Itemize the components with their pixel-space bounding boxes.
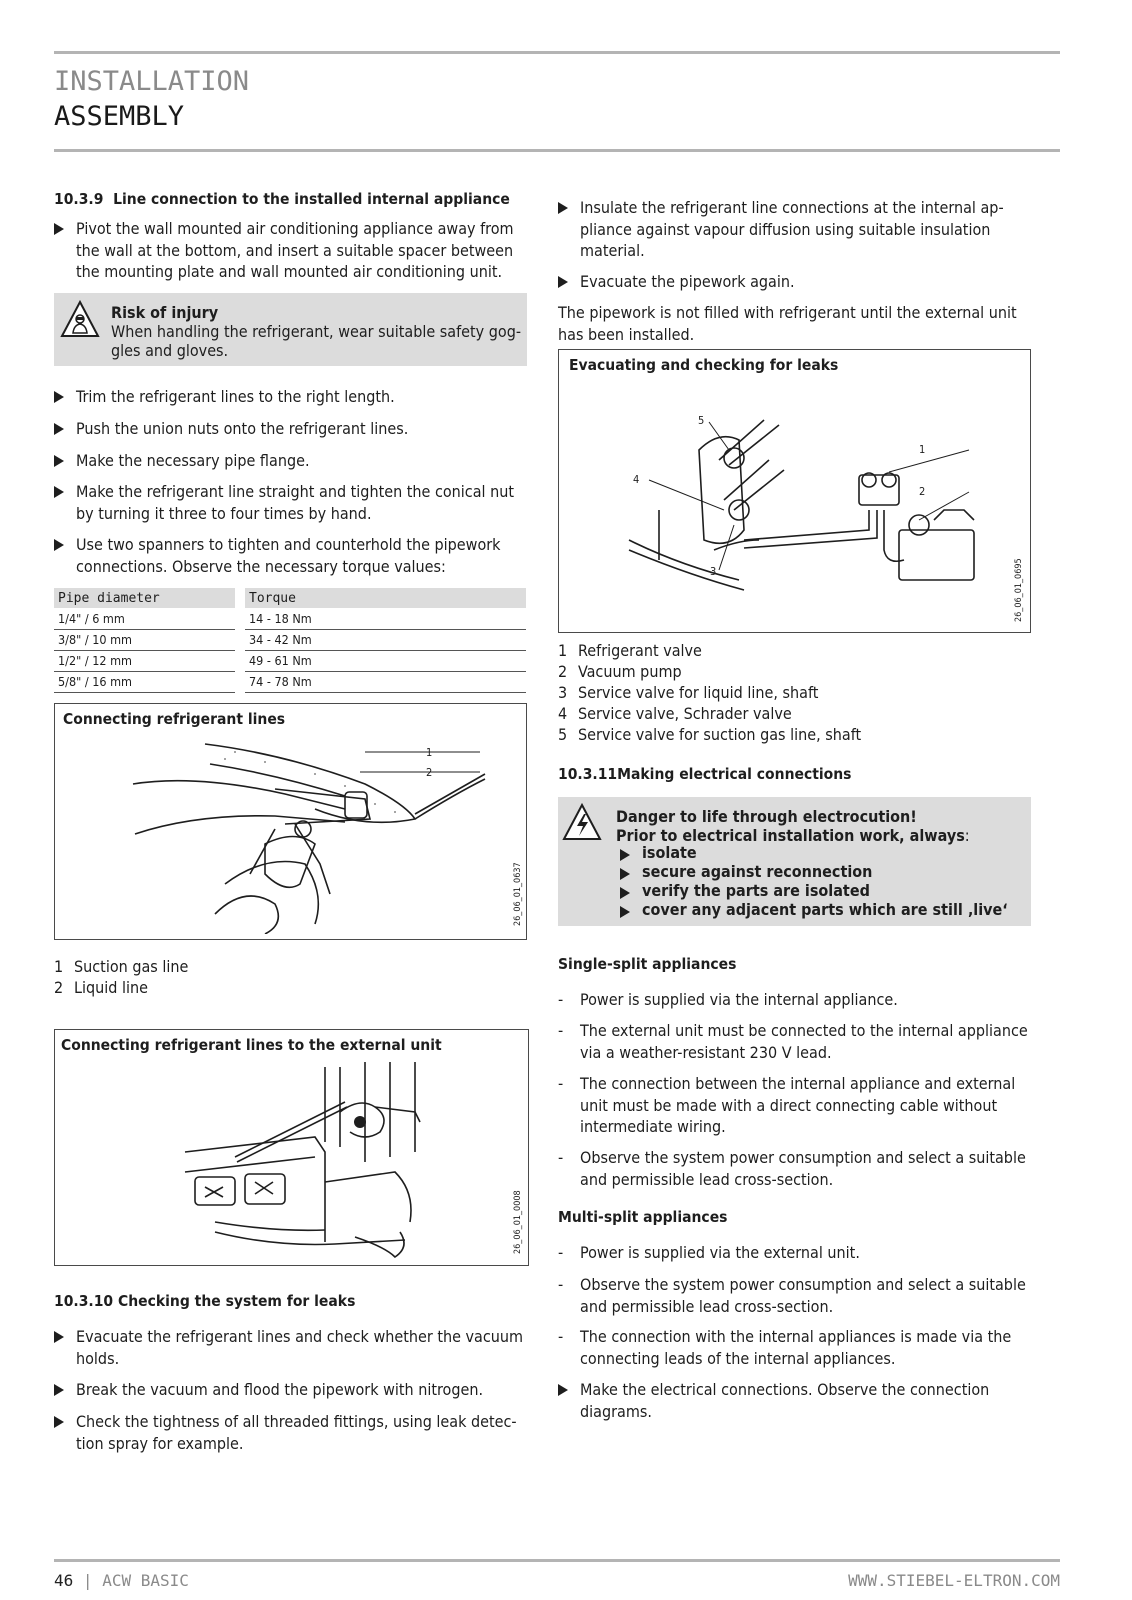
danger-lead: Prior to electrical installation work, always: [616,826,970,845]
danger-item: verify the parts are isolated [620,882,870,901]
high-voltage-icon [562,803,602,841]
figure-title: Evacuating and checking for leaks [569,356,839,374]
spanner-connection-illustration [115,734,505,934]
header-rule-top [54,51,1060,54]
step-flood-nitrogen: Break the vacuum and flood the pipework with nitrogen. [54,1379,529,1401]
table-header-row [54,588,526,608]
step-tighten-nut: Make the refrigerant line straight and tighten the conical nut by turning it three to four times by hand. [54,481,529,524]
bullet-arrow-icon [620,849,630,861]
bullet-arrow-icon [558,1384,568,1396]
heading-10-3-10: 10.3.10 Checking the system for leaks [54,1292,356,1310]
bullet-arrow-icon [54,486,64,498]
table-row: 3/8" / 10 mm 34 - 42 Nm [54,629,526,650]
list-item: - Observe the system power consumption and select a suitable and permissible lead cross-section. [558,1148,1026,1189]
figure-code: 26_06_01_0008 [513,1190,523,1254]
heading-number: 10.3.9 [54,190,104,208]
list-item: 4 Service valve, Schrader valve [558,704,792,723]
chapter-title: INSTALLATION [54,66,250,97]
note-not-filled: The pipework is not filled with refrigerant until the external unit has been installed. [558,303,1017,344]
page-number: 46 [54,1571,74,1590]
step-evacuate-again: Evacuate the pipework again. [558,271,1036,293]
external-unit-illustration [175,1062,475,1262]
step-insulate-connections: Insulate the refrigerant line connections at the internal ap-pliance against vapour diffusion using suitable insulation material. [558,197,1036,262]
footer-left: 46 | ACW BASIC [54,1571,189,1590]
header-rule-bottom [54,149,1060,152]
table-row: 1/2" / 12 mm 49 - 61 Nm [54,650,526,671]
figure-code: 26_06_01_0637 [513,862,523,926]
heading-10-3-11: 10.3.11Making electrical connections [558,765,852,783]
list-item: 2 Vacuum pump [558,662,682,681]
list-item: - Observe the system power consumption and select a suitable and permissible lead cross-section. [558,1275,1026,1316]
table-row: 1/4" / 6 mm 14 - 18 Nm [54,608,526,629]
bullet-arrow-icon [54,1416,64,1428]
step-pipe-flange: Make the necessary pipe flange. [54,450,529,472]
figure-title: Connecting refrigerant lines [63,710,286,728]
bullet-arrow-icon [620,887,630,899]
list-item: 1 Suction gas line [54,957,189,976]
figure-connecting-external-unit [54,1029,529,1266]
step-evacuate-lines: Evacuate the refrigerant lines and check whether the vacuum holds. [54,1326,529,1369]
step-check-tightness: Check the tightness of all threaded fittings, using leak detec-tion spray for example. [54,1411,529,1454]
list-item: 2 Liquid line [54,978,148,997]
section-title: ASSEMBLY [54,101,185,132]
bullet-arrow-icon [54,391,64,403]
callout-2: 2 [919,485,926,498]
danger-title: Danger to life through electrocution! [616,807,917,826]
bullet-arrow-icon [620,906,630,918]
footer-url: WWW.STIEBEL-ELTRON.COM [848,1571,1060,1590]
vacuum-pump-illustration [619,400,999,620]
bullet-arrow-icon [54,1331,64,1343]
callout-1: 1 [426,746,433,759]
torque-table [54,588,526,693]
danger-electrocution [558,797,1031,926]
table-row: 5/8" / 16 mm 74 - 78 Nm [54,671,526,692]
list-item: - The connection between the internal appliance and external unit must be made with a direct connecting cable without intermediate wiring. [558,1074,1016,1136]
column-header-torque: Torque [245,588,526,608]
figure-legend [558,640,861,745]
heading-text: Line connection to the installed internal appliance [113,190,510,208]
bullet-arrow-icon [54,455,64,467]
heading-single-split: Single-split appliances [558,955,737,973]
list-item: - Power is supplied via the internal appliance. [558,990,898,1009]
list-item: - The connection with the internal appliances is made via the connecting leads of the internal appliances. [558,1327,1012,1368]
step-push-nuts: Push the union nuts onto the refrigerant lines. [54,418,529,440]
figure-legend [54,956,188,998]
bullet-arrow-icon [54,223,64,235]
heading-multi-split: Multi-split appliances [558,1208,728,1226]
step-make-electrical-connections: Make the electrical connections. Observe the connection diagrams. [558,1379,1036,1422]
danger-item: isolate [620,844,697,863]
list-item: - The external unit must be connected to the internal appliance via a weather-resistant 230 V lead. [558,1021,1028,1062]
footer-rule [54,1559,1060,1562]
figure-title: Connecting refrigerant lines to the external unit [61,1036,442,1054]
warning-title: Risk of injury [111,303,219,322]
heading-10-3-9 [54,190,510,208]
list-item: 1 Refrigerant valve [558,641,702,660]
bullet-arrow-icon [54,423,64,435]
figure-connecting-refrigerant-lines [54,703,527,940]
column-header-pipe-diameter: Pipe diameter [54,588,235,608]
list-item: 3 Service valve for liquid line, shaft [558,683,819,702]
bullet-arrow-icon [558,276,568,288]
figure-evacuating-leaks [558,349,1031,633]
step-pivot-appliance: Pivot the wall mounted air conditioning appliance away from the wall at the bottom, and insert a suitable spacer between the mounting plate and wall mounted air conditioning unit. [54,218,529,283]
figure-code: 26_06_01_0695 [1014,558,1024,622]
step-trim-lines: Trim the refrigerant lines to the right length. [54,386,529,408]
danger-item: secure against reconnection [620,863,872,882]
step-two-spanners: Use two spanners to tighten and counterhold the pipework connections. Observe the necessary torque values: [54,534,529,577]
bullet-arrow-icon [54,1384,64,1396]
bullet-arrow-icon [558,202,568,214]
callout-3: 3 [710,565,717,578]
danger-item: cover any adjacent parts which are still ‚live‘ [620,901,1008,920]
list-item: 5 Service valve for suction gas line, shaft [558,725,862,744]
callout-4: 4 [633,473,640,486]
callout-1: 1 [919,443,926,456]
list-item: - Power is supplied via the external unit. [558,1243,860,1262]
warning-text: When handling the refrigerant, wear suitable safety gog-gles and gloves. [111,322,522,360]
warning-ppe-icon [60,300,100,338]
warning-risk-of-injury [54,293,527,366]
bullet-arrow-icon [54,539,64,551]
bullet-arrow-icon [620,868,630,880]
product-name: ACW BASIC [102,1571,189,1590]
callout-5: 5 [698,414,705,427]
callout-2: 2 [426,766,433,779]
